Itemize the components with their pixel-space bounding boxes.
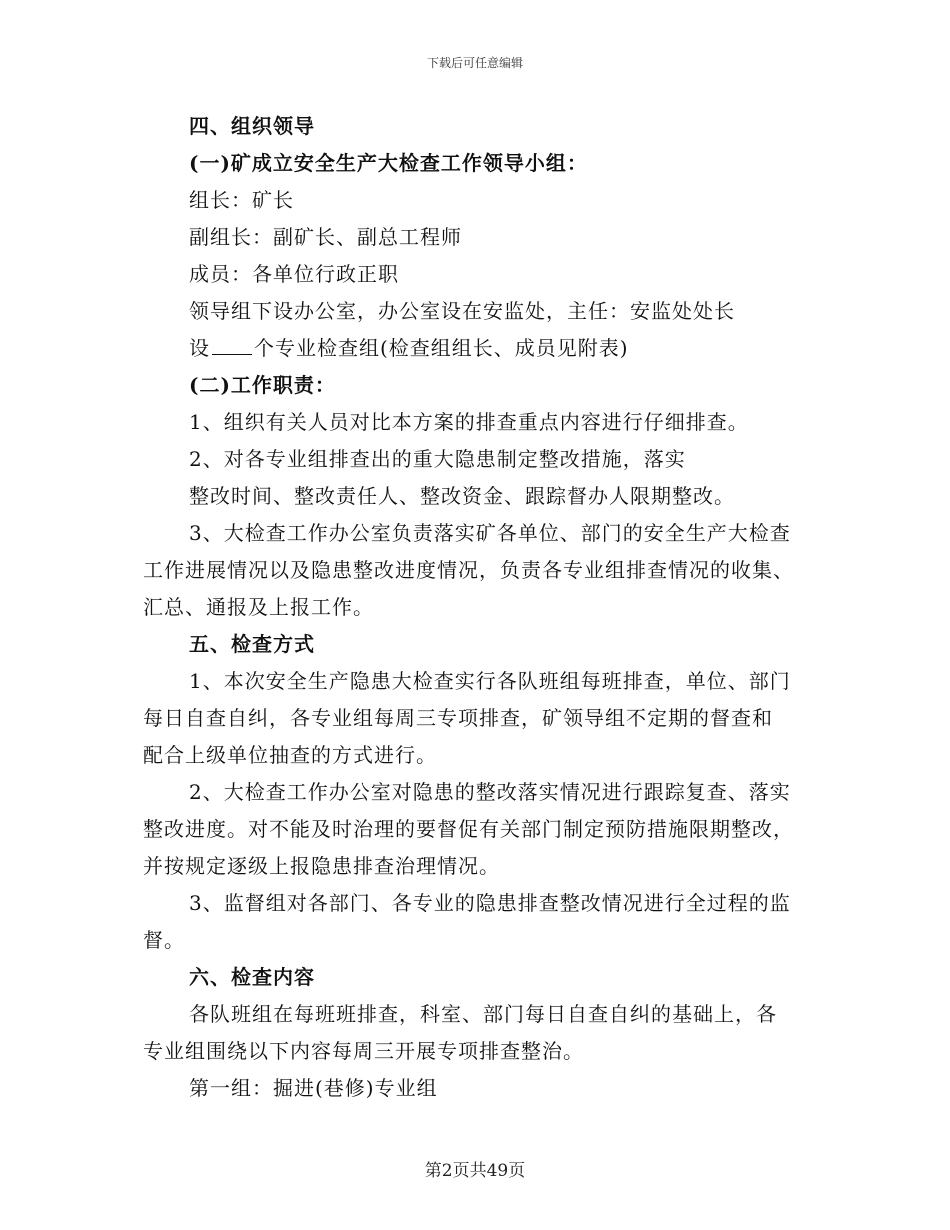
duty-2-line-1: 2、对各专业组排查出的重大隐患制定整改措施，落实 — [189, 447, 686, 471]
members-line: 成员：各单位行政正职 — [189, 262, 399, 286]
subsection-4-1-heading: (一)矿成立安全生产大检查工作领导小组： — [189, 151, 588, 175]
fill-in-blank — [212, 334, 252, 355]
method-3-line-2: 督。 — [143, 928, 185, 952]
document-body — [143, 108, 809, 1107]
groups-line-suffix: 个专业检查组(检查组组长、成员见附表) — [254, 336, 629, 360]
method-1-line-2: 每日自查自纠，各专业组每周三专项排查，矿领导组不定期的督查和 — [143, 706, 773, 730]
duty-2-line-2: 整改时间、整改责任人、整改资金、跟踪督办人限期整改。 — [189, 484, 735, 508]
method-2-line-1: 2、大检查工作办公室对隐患的整改落实情况进行跟踪复查、落实 — [189, 780, 791, 804]
duty-3-line-2: 工作进展情况以及隐患整改进度情况，负责各专业组排查情况的收集、 — [143, 558, 794, 582]
section-5-heading: 五、检查方式 — [189, 632, 315, 656]
section-6-heading: 六、检查内容 — [189, 965, 315, 989]
page-header-note: 下载后可任意编辑 — [426, 56, 523, 70]
method-1-line-3: 配合上级单位抽查的方式进行。 — [143, 743, 437, 767]
method-3-line-1: 3、监督组对各部门、各专业的隐患排查整改情况进行全过程的监 — [189, 891, 791, 915]
group-1-line: 第一组：掘进(巷修)专业组 — [189, 1076, 438, 1100]
deputy-line: 副组长：副矿长、副总工程师 — [189, 225, 462, 249]
duty-3-line-3: 汇总、通报及上报工作。 — [143, 595, 374, 619]
method-2-line-3: 并按规定逐级上报隐患排查治理情况。 — [143, 854, 500, 878]
office-line: 领导组下设办公室，办公室设在安监处，主任：安监处处长 — [189, 299, 735, 323]
method-2-line-2: 整改进度。对不能及时治理的要督促有关部门制定预防措施限期整改， — [143, 817, 794, 841]
method-1-line-1: 1、本次安全生产隐患大检查实行各队班组每班排查，单位、部门 — [189, 669, 791, 693]
groups-line — [143, 330, 809, 367]
duty-1: 1、组织有关人员对比本方案的排查重点内容进行仔细排查。 — [189, 410, 749, 434]
content-line-1: 各队班组在每班班排查，科室、部门每日自查自纠的基础上，各 — [189, 1002, 777, 1026]
leader-line: 组长：矿长 — [189, 188, 294, 212]
groups-line-prefix: 设 — [189, 336, 210, 360]
duty-3-line-1: 3、大检查工作办公室负责落实矿各单位、部门的安全生产大检查 — [189, 521, 791, 545]
section-4-heading: 四、组织领导 — [189, 114, 315, 138]
content-line-2: 专业组围绕以下内容每周三开展专项排查整治。 — [143, 1039, 584, 1063]
page-number: 第2页共49页 — [424, 1161, 526, 1181]
subsection-4-2-heading: (二)工作职责： — [189, 373, 336, 397]
